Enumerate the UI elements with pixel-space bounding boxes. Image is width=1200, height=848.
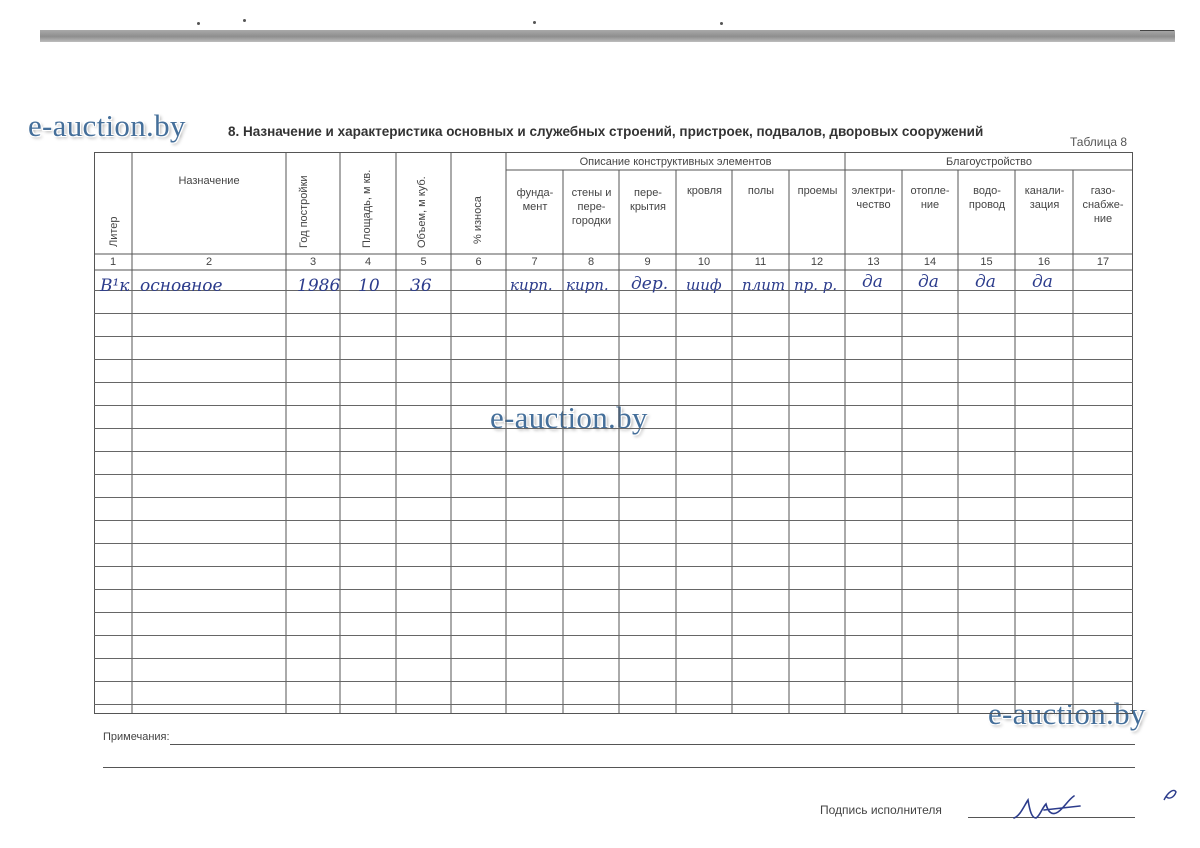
row1-heating: да	[918, 272, 939, 292]
header-foundation: фунда-мент	[516, 187, 554, 213]
column-number: 6	[475, 256, 482, 268]
header-water: водо-провод	[968, 185, 1006, 211]
scan-edge-bar	[40, 30, 1175, 42]
watermark-bottom-right: e-auction.by	[988, 696, 1146, 731]
row1-sewer: да	[1032, 272, 1053, 292]
watermark-top-left: e-auction.by	[28, 108, 186, 143]
scan-edge-line	[1140, 30, 1174, 31]
document-title: 8. Назначение и характеристика основных и служебных строений, пристроек, подвалов, дворовых сооружений	[228, 124, 984, 139]
column-number: 12	[810, 256, 824, 268]
notes-label: Примечания:	[103, 731, 170, 743]
column-number: 9	[644, 256, 651, 268]
header-area: Площадь, м кв.	[361, 169, 373, 248]
row1-liter: В¹к	[100, 276, 130, 296]
header-openings: проемы	[797, 185, 838, 197]
header-liter: Литер	[108, 216, 120, 247]
row1-walls: кирп.	[566, 276, 609, 294]
header-volume: Объем, м куб.	[416, 176, 428, 248]
watermark-center: e-auction.by	[490, 400, 648, 435]
column-number: 13	[867, 256, 880, 268]
scan-speck	[533, 21, 536, 24]
column-number: 4	[364, 256, 372, 268]
column-number: 7	[531, 256, 538, 268]
row1-openings: пр. р.	[794, 276, 838, 294]
column-number: 10	[697, 256, 711, 268]
header-walls: стены и пере-городки	[571, 187, 612, 227]
header-purpose: Назначение	[178, 175, 240, 187]
corner-pen-mark	[1160, 782, 1180, 806]
table-label: Таблица 8	[1070, 135, 1128, 149]
row1-water: да	[975, 272, 996, 292]
row1-year: 1986	[297, 276, 341, 296]
row1-purpose: основное	[140, 276, 223, 296]
header-floor: полы	[747, 185, 775, 197]
row1-floor: плит	[742, 276, 786, 294]
header-floors-overlap: пере-крытия	[630, 187, 666, 213]
header-gas: газо-снабже-ние	[1082, 185, 1124, 225]
signature-scribble	[1010, 788, 1090, 828]
row1-electric: да	[862, 272, 883, 292]
column-number: 15	[980, 256, 993, 268]
scan-speck	[720, 22, 723, 25]
row1-floors-overlap: дер.	[631, 274, 669, 294]
column-number: 3	[309, 256, 317, 268]
header-construction-group: Описание конструктивных элементов	[579, 156, 772, 168]
notes-line-1	[170, 744, 1135, 745]
row1-roof: шиф	[686, 276, 722, 294]
scan-speck	[197, 22, 200, 25]
header-sewer: канали-зация	[1024, 185, 1065, 211]
row1-volume: 36	[410, 276, 432, 296]
header-wear: % износа	[472, 196, 484, 244]
header-roof: кровля	[686, 185, 722, 197]
row1-foundation: кирп.	[510, 276, 553, 294]
scan-speck	[243, 19, 246, 22]
row1-area: 10	[358, 276, 380, 296]
header-year: Год постройки	[298, 175, 310, 248]
column-number: 11	[754, 256, 767, 268]
column-number: 1	[109, 256, 117, 268]
column-number: 2	[205, 256, 213, 268]
column-number: 16	[1037, 256, 1051, 268]
table-grid-lines	[94, 152, 1133, 714]
structures-table	[94, 152, 1133, 714]
header-amenities-group: Благоустройство	[945, 156, 1033, 168]
column-number: 17	[1096, 256, 1110, 268]
column-number: 14	[923, 256, 937, 268]
header-heating: отопле-ние	[910, 185, 950, 211]
column-number: 8	[587, 256, 595, 268]
column-number: 5	[420, 256, 427, 268]
header-electric: электри-чество	[851, 185, 896, 211]
notes-line-2	[103, 767, 1135, 768]
signature-label: Подпись исполнителя	[820, 803, 942, 817]
